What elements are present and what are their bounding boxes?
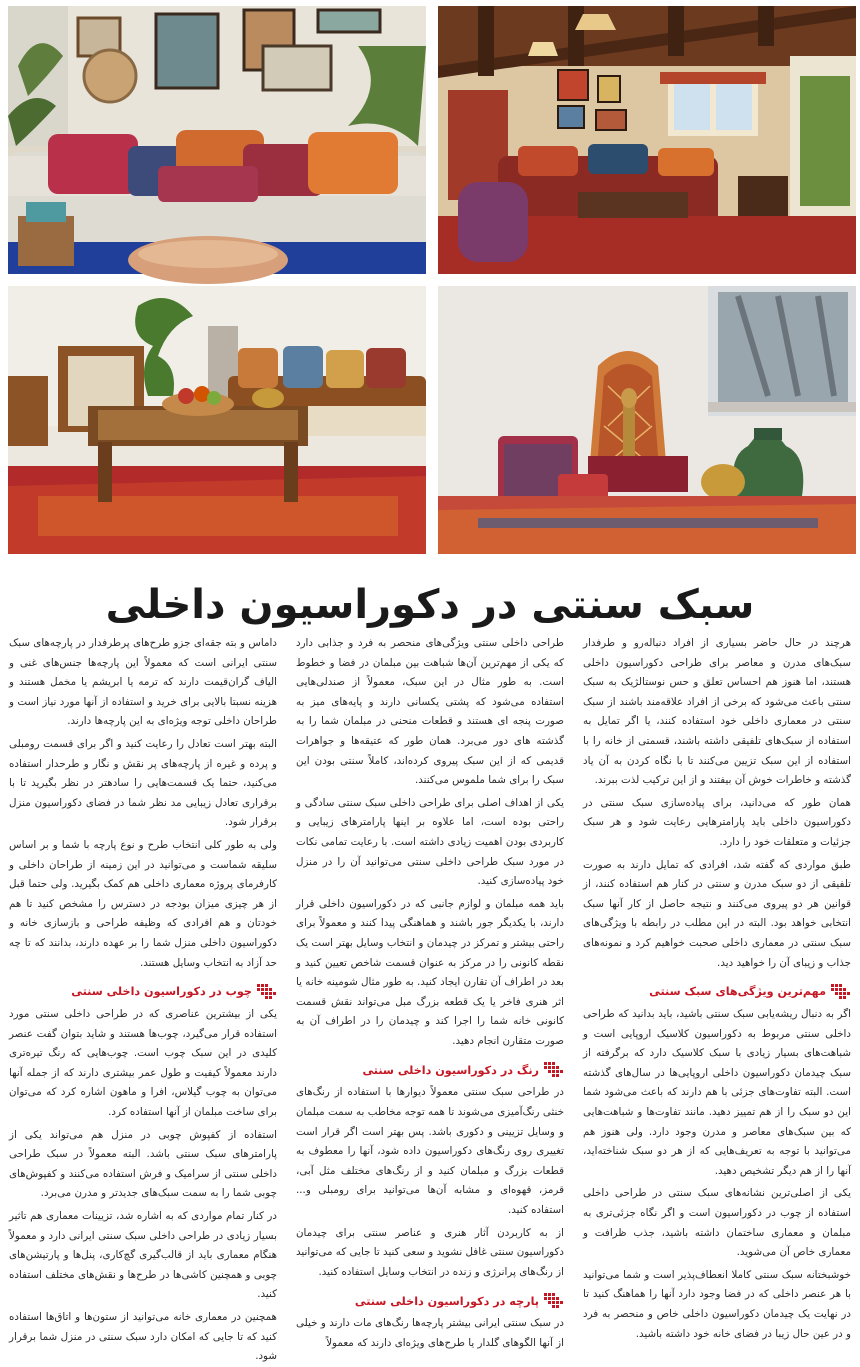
article-column-left — [9, 634, 277, 1363]
paragraph: خوشبختانه سبک سنتی کاملا انعطاف‌پذیر است و شما می‌توانید با هر عنصر داخلی که در فضا وجود دارد آنها را هماهنگ کنید تا در نهایت یک چیدمان دکوراسیون داخلی خاص و منحصر به فرد و در عین حال زیبا در فضای خانه خود داشته باشید. — [583, 1268, 851, 1340]
section-heading — [296, 1290, 564, 1312]
paragraph: از به کاربردن آثار هنری و عناصر سنتی برای چیدمان دکوراسیون سنتی غافل نشوید و سعی کنید تا جایی که می‌توانید از رنگ‌های پرانرژی و زنده در انتخاب وسایل استفاده کنید. — [296, 1226, 564, 1278]
paragraph: در طراحی سبک سنتی معمولاً دیوارها با استفاده از رنگ‌های خنثی رنگ‌آمیزی می‌شوند تا همه توجه مخاطب به سمت مبلمان و وسایل تزیینی و دکوری باشد. پس بهتر است اگر قرار است تغییری روی رنگ‌های دکوراسیون داده شود، آنها را معطوف به قطعات بزرگ و مبلمان کنید و از رنگ‌های مختلف مثل آبی، قرمز، قهوه‌ای و مشابه آن‌ها می‌توانید برای رومبلی و... استفاده کنید. — [296, 1086, 564, 1217]
paragraph: هرچند در حال حاضر بسیاری از افراد دنباله‌رو و طرفدار سبک‌های مدرن و معاصر برای طراحی دکوراسیون داخلی هستند، اما هنوز هم احساس تعلق و حس نوستالژیک به سبک سنتی باعث می‌شود که برخی از افراد علاقه‌مند باشند از سبک سنتی در معماری داخلی خود استفاده کنند، یا اگر تمایل به استفاده از سبک‌های تلفیقی داشته باشند، قسمتی از خانه را با استفاده از این سبک تزیین می‌کنند تا با نگاه کردن به آن یاد گذشته و خاطرات خوش آن بیفتند و از این ترکیب لذت ببرند. — [583, 637, 851, 787]
pixel-grid-icon — [544, 1293, 564, 1309]
section-heading — [9, 981, 277, 1003]
paragraph: داماس و بته جقه‌ای جزو طرح‌های پرطرفدار در پارچه‌های سبک سنتی ایرانی است که معمولاً این پارچه‌ها جنس‌های غنی و الیاف گران‌قیمت دارند که ترمه یا ابریشم یا مخمل هستند و هزینه نسبتا بالایی برای خرید و استفاده از آنها مورد نیاز است و طراحان داخلی توجه ویژه‌ای به این پارچه‌ها دارند. — [9, 637, 277, 728]
paragraph: طبق مواردی که گفته شد، افرادی که تمایل دارند به صورت تلفیقی از دو سبک مدرن و سنتی در کنار هم استفاده کنند، از قوانین هر دو پیروی می‌کنند و نتیجه حاصل از کار آنها سبک انتخابی خواهد بود. البته در این مطلب در رابطه با ویژگی‌های سبک سنتی در معماری داخلی صحبت خواهیم کرد و نمونه‌های جذاب و زیبای آن را خواهید دید. — [583, 858, 851, 969]
article-title: سبک سنتی در دکوراسیون داخلی — [105, 582, 755, 628]
section-heading-text: چوب در دکوراسیون داخلی سنتی — [71, 985, 252, 999]
article-column-right — [583, 634, 851, 1340]
paragraph: یکی از اصلی‌ترین نشانه‌های سبک سنتی در طراحی داخلی استفاده از چوب در دکوراسیون است و اگر نگاه جزئی‌تری به مبلمان و معماری ساختمان داشته باشید، جذب ظرافت و معماری خاص آن می‌شوید. — [583, 1187, 851, 1259]
paragraph: همچنین در معماری خانه می‌توانید از ستون‌ها و اتاق‌ها استفاده کنید که تا جایی که امکان دارد سبک سنتی در منزل شما برقرار شود. — [9, 1311, 277, 1363]
section-heading-text: مهم‌ترین ویژگی‌های سبک سنتی — [649, 985, 826, 999]
section-heading — [583, 981, 851, 1003]
pixel-grid-icon — [544, 1062, 564, 1078]
corner-with-tiles-and-pottery-photo — [438, 286, 856, 554]
pixel-grid-icon — [831, 984, 851, 1000]
section-heading — [296, 1059, 564, 1081]
paragraph: طراحی داخلی سنتی ویژگی‌های منحصر به فرد و جذابی دارد که یکی از مهم‌ترین آن‌ها شباهت بین مبلمان در فضا و خطوط است. به طور مثال در این سبک، معمولاً از صندلی‌هایی استفاده می‌شود که پشتی یکسانی دارند و پایه‌های میز به صورت پنجه ای هستند و قطعات منحنی در مبلمان شما را به گذشته‌ های دور می‌برد. همان طور که عتیقه‌ها و جواهرات قدیمی که از این سبک پیروی کرده‌اند، کاملاً سنتی بودن این سبک را برای شما ملموس می‌کنند. — [296, 637, 564, 787]
paragraph: باید همه مبلمان و لوازم جانبی که در دکوراسیون داخلی قرار دارند، با یکدیگر جور باشند و هماهنگی پیدا کنند و معمولاً برای راحتی بیشتر و تمرکز در چیدمان و انتخاب وسایل بهتر است یک نقطه کانونی را در مرکز به عنوان قسمت شاخص تعیین کنید و بعد در اطراف آن تقارن ایجاد کنید. به طور مثال شومینه خانه یا اثر هنری فاخر یا یک قطعه بزرگ مبل می‌تواند نقش قسمت کانونی خانه شما را اجرا کند و چیدمان را در اطراف آن به صورت متقارن انجام دهید. — [296, 897, 564, 1047]
paragraph: ولی به طور کلی انتخاب طرح و نوع پارچه با شما و بر اساس سلیقه شماست و می‌توانید در این زمینه از طراحان داخلی و کارفرمای پروژه معماری داخلی هم کمک بگیرید. ولی حتما قبل از هر چیزی میزان بودجه در دسترس را مشخص کنید تا هم خودتان و هم افرادی که وظیفه طراحی و بازسازی خانه و دکوراسیون داخلی منزل شما را بر عهده دارند، بدانند که تا چه حد آزاد به انتخاب وسایل هستند. — [9, 838, 277, 969]
paragraph: البته بهتر است تعادل را رعایت کنید و اگر برای قسمت رومبلی و پرده و غیره از پارچه‌های پر نقش و نگار و طرحدار استفاده می‌کنید، حتما یک قسمت‌هایی را سادهتر در نظر بگیرید تا با برقراری تعادل زیبایی مد نظر شما در فضای دکوراسیون منزل برقرار شود. — [9, 737, 277, 829]
paragraph: یکی از بیشترین عناصری که در طراحی داخلی سنتی مورد استفاده قرار می‌گیرد، چوب‌ها هستند و شاید بتوان گفت عنصر کلیدی در این سبک چوب است. چوب‌هایی که رنگ تیره‌تری دارند معمولاً کیفیت و طول عمر بیشتری دارند که از جمله آنها می‌توان به چوب گیلاس، افرا و ماهون اشاره کرد که می‌توان برای ساخت مبلمان از آنها استفاده کرد. — [9, 1008, 277, 1119]
boho-living-room-photo — [8, 6, 426, 274]
paragraph: در کنار تمام مواردی که به اشاره شد، تزیینات معماری هم تاثیر بسیار زیادی در طراحی داخلی سبک سنتی ایرانی دارد و معمولاً هنگام معماری باید از قالب‌گیری گچ‌کاری، پنل‌ها و پارتیشن‌های چوبی و همچنین کاشی‌ها در طرح‌ها و نقش‌های مختلف استفاده کنید. — [9, 1210, 277, 1301]
paragraph: اگر به دنبال ریشه‌یابی سبک سنتی باشید، باید بدانید که طراحی داخلی سنتی مربوط به دکوراسیون کلاسیک اروپایی است و شباهت‌های بسیار زیادی با سبک کلاسیک دارد که برگرفته از سبک چیدمان دکوراسیون داخلی اروپایی‌ها در سال‌های گذشته است. البته تفاوت‌های جزئی با هم دارند که باعث می‌شود شما این دو سبک را از هم تمییز دهید. مانند تفاوت‌ها و شباهت‌هایی که بین سبک‌های معاصر و مدرن وجود دارد. ولی هنوز هم می‌توانید با توجه به تعریف‌هایی که از هر دو سبک شناخته‌اید، آنها را از هم دیگر تشخیص دهید. — [583, 1008, 851, 1177]
paragraph: یکی از اهداف اصلی برای طراحی داخلی سبک سنتی سادگی و راحتی بوده است، اما علاوه بر اینها پارامترهای زیبایی و کاربردی بودن اهمیت زیادی داشته است. با رعایت تمامی نکات در مورد سبک طراحی داخلی سنتی می‌توانید آن را در منزل خود پیاده‌سازی کنید. — [296, 796, 564, 888]
section-heading-text: رنگ در دکوراسیون داخلی سنتی — [362, 1063, 539, 1077]
wooden-sofa-set-with-persian-rug-photo — [8, 286, 426, 554]
section-heading-text: پارچه در دکوراسیون داخلی سنتی — [354, 1294, 539, 1308]
traditional-room-with-wooden-beams-photo — [438, 6, 856, 274]
paragraph: همان طور که می‌دانید، برای پیاده‌سازی سبک سنتی در دکوراسیون داخلی باید پارامترهایی رعایت شود و هر سبک جزئیات و متعلقات خود را دارد. — [583, 796, 851, 848]
paragraph: استفاده از کفپوش چوبی در منزل هم می‌تواند یکی از پارامترهای سبک سنتی باشد. البته معمولاً در سبک طراحی داخلی سنتی از سرامیک و فرش استفاده می‌کنند و کفپوش‌های چوبی شما را به سمت سبک‌های جدیدتر و مدرن می‌برد. — [9, 1128, 277, 1200]
paragraph: در سبک سنتی ایرانی بیشتر پارچه‌ها رنگ‌های مات دارند و خیلی از آنها الگوهای گلدار یا طرح‌های ویژه‌ای دارند که معمولاً — [296, 1317, 564, 1349]
article-column-middle — [296, 634, 564, 1349]
pixel-grid-icon — [257, 984, 277, 1000]
